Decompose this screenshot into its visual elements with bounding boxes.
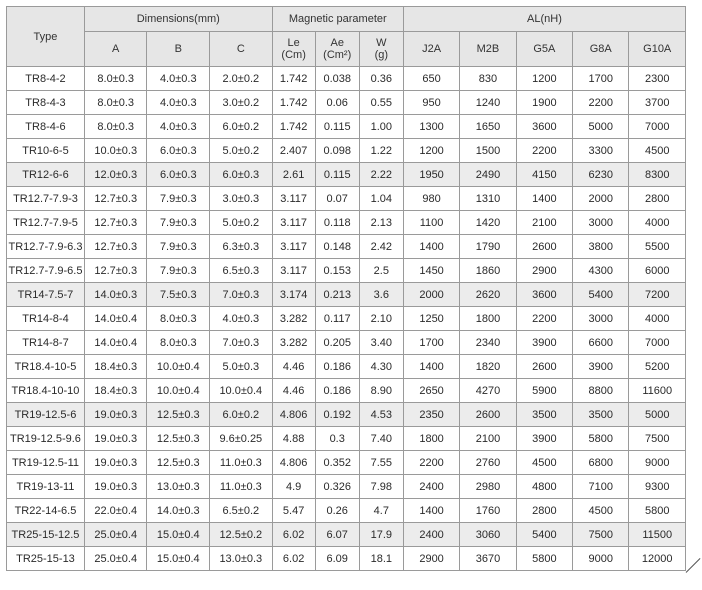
table-row (7, 379, 686, 403)
value-cell: 8.0±0.3 (84, 115, 147, 139)
type-cell: TR18.4-10-10 (7, 379, 85, 403)
value-cell: 3.0±0.2 (210, 91, 273, 115)
value-cell: 4000 (629, 211, 686, 235)
value-cell: 14.0±0.4 (84, 307, 147, 331)
value-cell: 4500 (573, 499, 629, 523)
value-cell: 4500 (629, 139, 686, 163)
value-cell: 2.5 (359, 259, 403, 283)
value-cell: 12.5±0.3 (147, 403, 210, 427)
value-cell: 7200 (629, 283, 686, 307)
value-cell: 1.22 (359, 139, 403, 163)
value-cell: 2340 (460, 331, 516, 355)
value-cell: 3.282 (272, 307, 315, 331)
table-row (7, 475, 686, 499)
value-cell: 2900 (516, 259, 572, 283)
type-cell: TR12.7-7.9-5 (7, 211, 85, 235)
type-cell: TR14-7.5-7 (7, 283, 85, 307)
value-cell: 14.0±0.4 (84, 331, 147, 355)
value-cell: 12.0±0.3 (84, 163, 147, 187)
value-cell: 4300 (573, 259, 629, 283)
type-cell: TR14-8-4 (7, 307, 85, 331)
value-cell: 2800 (516, 499, 572, 523)
value-cell: 1400 (403, 235, 459, 259)
value-cell: 2.13 (359, 211, 403, 235)
value-cell: 6.5±0.2 (210, 499, 273, 523)
value-cell: 5800 (573, 427, 629, 451)
value-cell: 22.0±0.4 (84, 499, 147, 523)
value-cell: 6.02 (272, 523, 315, 547)
value-cell: 3.40 (359, 331, 403, 355)
table-row (7, 499, 686, 523)
value-cell: 1900 (516, 91, 572, 115)
value-cell: 12.7±0.3 (84, 235, 147, 259)
value-cell: 7.9±0.3 (147, 259, 210, 283)
type-cell: TR25-15-13 (7, 547, 85, 571)
dim-header-a: A (84, 32, 147, 67)
mag-header-w-unit: (g) (374, 49, 389, 61)
value-cell: 5.47 (272, 499, 315, 523)
type-cell: TR19-13-11 (7, 475, 85, 499)
table-row (7, 283, 686, 307)
al-header-m2b: M2B (460, 32, 516, 67)
value-cell: 5400 (516, 523, 572, 547)
value-cell: 6.0±0.2 (210, 115, 273, 139)
type-header: Type (7, 7, 85, 67)
value-cell: 12000 (629, 547, 686, 571)
value-cell: 1250 (403, 307, 459, 331)
magnetic-group-header: Magnetic parameter (272, 7, 403, 32)
value-cell: 1.742 (272, 67, 315, 91)
value-cell: 650 (403, 67, 459, 91)
value-cell: 4.806 (272, 451, 315, 475)
type-cell: TR14-8-7 (7, 331, 85, 355)
value-cell: 9000 (629, 451, 686, 475)
value-cell: 6000 (629, 259, 686, 283)
value-cell: 7500 (573, 523, 629, 547)
value-cell: 6.0±0.3 (210, 163, 273, 187)
table-row (7, 331, 686, 355)
type-cell: TR8-4-3 (7, 91, 85, 115)
value-cell: 7.9±0.3 (147, 187, 210, 211)
value-cell: 0.117 (315, 307, 359, 331)
value-cell: 0.038 (315, 67, 359, 91)
value-cell: 1400 (403, 355, 459, 379)
value-cell: 5.0±0.2 (210, 139, 273, 163)
table-row (7, 403, 686, 427)
value-cell: 8.0±0.3 (147, 331, 210, 355)
value-cell: 13.0±0.3 (210, 547, 273, 571)
value-cell: 3.282 (272, 331, 315, 355)
table-row (7, 451, 686, 475)
table-row (7, 355, 686, 379)
value-cell: 11.0±0.3 (210, 475, 273, 499)
value-cell: 12.5±0.3 (147, 427, 210, 451)
value-cell: 3.117 (272, 187, 315, 211)
value-cell: 6600 (573, 331, 629, 355)
value-cell: 980 (403, 187, 459, 211)
table-row (7, 91, 686, 115)
type-cell: TR8-4-2 (7, 67, 85, 91)
value-cell: 4.46 (272, 379, 315, 403)
value-cell: 9000 (573, 547, 629, 571)
value-cell: 6.07 (315, 523, 359, 547)
value-cell: 4150 (516, 163, 572, 187)
value-cell: 25.0±0.4 (84, 523, 147, 547)
value-cell: 10.0±0.4 (147, 379, 210, 403)
type-cell: TR22-14-6.5 (7, 499, 85, 523)
value-cell: 5.0±0.3 (210, 355, 273, 379)
value-cell: 17.9 (359, 523, 403, 547)
value-cell: 5400 (573, 283, 629, 307)
value-cell: 1500 (460, 139, 516, 163)
value-cell: 19.0±0.3 (84, 475, 147, 499)
value-cell: 4270 (460, 379, 516, 403)
value-cell: 1820 (460, 355, 516, 379)
table-row (7, 187, 686, 211)
value-cell: 4.88 (272, 427, 315, 451)
value-cell: 1.742 (272, 115, 315, 139)
value-cell: 2200 (573, 91, 629, 115)
table-row (7, 235, 686, 259)
mag-header-w-main: W (376, 37, 387, 49)
value-cell: 4.806 (272, 403, 315, 427)
value-cell: 1300 (403, 115, 459, 139)
value-cell: 6800 (573, 451, 629, 475)
type-cell: TR25-15-12.5 (7, 523, 85, 547)
value-cell: 0.205 (315, 331, 359, 355)
value-cell: 1800 (460, 307, 516, 331)
value-cell: 2100 (460, 427, 516, 451)
value-cell: 2100 (516, 211, 572, 235)
value-cell: 2900 (403, 547, 459, 571)
value-cell: 3900 (516, 331, 572, 355)
value-cell: 12.7±0.3 (84, 259, 147, 283)
value-cell: 7100 (573, 475, 629, 499)
value-cell: 1200 (403, 139, 459, 163)
value-cell: 19.0±0.3 (84, 427, 147, 451)
value-cell: 7.55 (359, 451, 403, 475)
value-cell: 1310 (460, 187, 516, 211)
mag-header-ae-unit: (Cm²) (323, 49, 352, 61)
value-cell: 2.42 (359, 235, 403, 259)
value-cell: 2600 (516, 355, 572, 379)
al-header-j2a: J2A (403, 32, 459, 67)
value-cell: 2.61 (272, 163, 315, 187)
value-cell: 12.5±0.3 (147, 451, 210, 475)
value-cell: 2400 (403, 475, 459, 499)
dim-header-c: C (210, 32, 273, 67)
mag-header-ae-main: Ae (330, 37, 344, 49)
value-cell: 2200 (403, 451, 459, 475)
value-cell: 19.0±0.3 (84, 451, 147, 475)
value-cell: 1.742 (272, 91, 315, 115)
table-row (7, 67, 686, 91)
value-cell: 3670 (460, 547, 516, 571)
value-cell: 2.22 (359, 163, 403, 187)
mag-header-ae (315, 32, 359, 67)
value-cell: 0.148 (315, 235, 359, 259)
table-row (7, 547, 686, 571)
type-cell: TR18.4-10-5 (7, 355, 85, 379)
table-row (7, 139, 686, 163)
value-cell: 0.098 (315, 139, 359, 163)
value-cell: 1950 (403, 163, 459, 187)
mag-header-le-main: Le (287, 37, 300, 49)
value-cell: 1400 (403, 499, 459, 523)
value-cell: 7000 (629, 115, 686, 139)
value-cell: 11500 (629, 523, 686, 547)
value-cell: 6.0±0.2 (210, 403, 273, 427)
value-cell: 4.0±0.3 (147, 67, 210, 91)
value-cell: 1100 (403, 211, 459, 235)
value-cell: 7.98 (359, 475, 403, 499)
value-cell: 25.0±0.4 (84, 547, 147, 571)
al-group-header: AL(nH) (403, 7, 685, 32)
value-cell: 0.115 (315, 115, 359, 139)
table-row (7, 211, 686, 235)
value-cell: 8300 (629, 163, 686, 187)
value-cell: 3700 (629, 91, 686, 115)
core-spec-table (6, 6, 686, 571)
value-cell: 2.10 (359, 307, 403, 331)
value-cell: 10.0±0.3 (84, 139, 147, 163)
value-cell: 2490 (460, 163, 516, 187)
value-cell: 10.0±0.4 (210, 379, 273, 403)
value-cell: 14.0±0.3 (84, 283, 147, 307)
value-cell: 4800 (516, 475, 572, 499)
value-cell: 5500 (629, 235, 686, 259)
al-header-g8a: G8A (573, 32, 629, 67)
value-cell: 0.192 (315, 403, 359, 427)
value-cell: 4.9 (272, 475, 315, 499)
corner-mark (686, 558, 701, 573)
dim-header-b: B (147, 32, 210, 67)
value-cell: 0.326 (315, 475, 359, 499)
value-cell: 4.53 (359, 403, 403, 427)
value-cell: 1700 (403, 331, 459, 355)
header-row-columns (7, 32, 686, 67)
value-cell: 8800 (573, 379, 629, 403)
value-cell: 10.0±0.4 (147, 355, 210, 379)
value-cell: 1790 (460, 235, 516, 259)
value-cell: 6.0±0.3 (147, 139, 210, 163)
value-cell: 4.0±0.3 (147, 91, 210, 115)
value-cell: 2980 (460, 475, 516, 499)
value-cell: 0.06 (315, 91, 359, 115)
value-cell: 3060 (460, 523, 516, 547)
value-cell: 3600 (516, 115, 572, 139)
value-cell: 1760 (460, 499, 516, 523)
mag-header-w (359, 32, 403, 67)
value-cell: 5800 (516, 547, 572, 571)
value-cell: 2600 (516, 235, 572, 259)
value-cell: 7.0±0.3 (210, 331, 273, 355)
value-cell: 6.5±0.3 (210, 259, 273, 283)
value-cell: 6.02 (272, 547, 315, 571)
value-cell: 9300 (629, 475, 686, 499)
value-cell: 11600 (629, 379, 686, 403)
value-cell: 8.0±0.3 (147, 307, 210, 331)
type-cell: TR8-4-6 (7, 115, 85, 139)
value-cell: 3800 (573, 235, 629, 259)
value-cell: 8.0±0.3 (84, 91, 147, 115)
value-cell: 0.118 (315, 211, 359, 235)
value-cell: 0.3 (315, 427, 359, 451)
value-cell: 0.26 (315, 499, 359, 523)
value-cell: 0.352 (315, 451, 359, 475)
mag-header-le-unit: (Cm) (281, 49, 306, 61)
value-cell: 2760 (460, 451, 516, 475)
value-cell: 9.6±0.25 (210, 427, 273, 451)
value-cell: 6.0±0.3 (147, 163, 210, 187)
value-cell: 3.6 (359, 283, 403, 307)
value-cell: 13.0±0.3 (147, 475, 210, 499)
value-cell: 19.0±0.3 (84, 403, 147, 427)
dimensions-group-header: Dimensions(mm) (84, 7, 272, 32)
type-cell: TR10-6-5 (7, 139, 85, 163)
value-cell: 5200 (629, 355, 686, 379)
value-cell: 7.0±0.3 (210, 283, 273, 307)
value-cell: 4.0±0.3 (210, 307, 273, 331)
value-cell: 3000 (573, 307, 629, 331)
type-cell: TR12.7-7.9-3 (7, 187, 85, 211)
value-cell: 0.186 (315, 379, 359, 403)
value-cell: 6.3±0.3 (210, 235, 273, 259)
value-cell: 6.09 (315, 547, 359, 571)
type-cell: TR19-12.5-11 (7, 451, 85, 475)
value-cell: 6230 (573, 163, 629, 187)
type-cell: TR19-12.5-6 (7, 403, 85, 427)
value-cell: 1700 (573, 67, 629, 91)
value-cell: 3.117 (272, 235, 315, 259)
value-cell: 7.40 (359, 427, 403, 451)
type-cell: TR12.7-7.9-6.3 (7, 235, 85, 259)
value-cell: 1240 (460, 91, 516, 115)
table-row (7, 115, 686, 139)
value-cell: 7.9±0.3 (147, 235, 210, 259)
value-cell: 3.117 (272, 211, 315, 235)
table-body (7, 67, 686, 571)
value-cell: 4000 (629, 307, 686, 331)
value-cell: 2350 (403, 403, 459, 427)
value-cell: 1800 (403, 427, 459, 451)
value-cell: 1400 (516, 187, 572, 211)
value-cell: 14.0±0.3 (147, 499, 210, 523)
value-cell: 7500 (629, 427, 686, 451)
type-cell: TR12-6-6 (7, 163, 85, 187)
value-cell: 11.0±0.3 (210, 451, 273, 475)
value-cell: 18.1 (359, 547, 403, 571)
value-cell: 7.9±0.3 (147, 211, 210, 235)
value-cell: 4500 (516, 451, 572, 475)
value-cell: 3900 (573, 355, 629, 379)
value-cell: 2000 (573, 187, 629, 211)
value-cell: 15.0±0.4 (147, 523, 210, 547)
table-row (7, 163, 686, 187)
value-cell: 5900 (516, 379, 572, 403)
value-cell: 4.30 (359, 355, 403, 379)
value-cell: 0.36 (359, 67, 403, 91)
value-cell: 0.115 (315, 163, 359, 187)
value-cell: 12.5±0.2 (210, 523, 273, 547)
value-cell: 950 (403, 91, 459, 115)
value-cell: 2200 (516, 307, 572, 331)
value-cell: 1450 (403, 259, 459, 283)
al-header-g10a: G10A (629, 32, 686, 67)
value-cell: 1.00 (359, 115, 403, 139)
value-cell: 5800 (629, 499, 686, 523)
value-cell: 8.90 (359, 379, 403, 403)
value-cell: 18.4±0.3 (84, 379, 147, 403)
header-row-groups (7, 7, 686, 32)
value-cell: 7000 (629, 331, 686, 355)
value-cell: 3500 (573, 403, 629, 427)
value-cell: 5000 (629, 403, 686, 427)
value-cell: 15.0±0.4 (147, 547, 210, 571)
value-cell: 2600 (460, 403, 516, 427)
al-header-g5a: G5A (516, 32, 572, 67)
type-cell: TR12.7-7.9-6.5 (7, 259, 85, 283)
value-cell: 2620 (460, 283, 516, 307)
value-cell: 2650 (403, 379, 459, 403)
value-cell: 3500 (516, 403, 572, 427)
value-cell: 0.153 (315, 259, 359, 283)
value-cell: 3000 (573, 211, 629, 235)
value-cell: 7.5±0.3 (147, 283, 210, 307)
type-cell: TR19-12.5-9.6 (7, 427, 85, 451)
value-cell: 0.213 (315, 283, 359, 307)
value-cell: 2.0±0.2 (210, 67, 273, 91)
value-cell: 12.7±0.3 (84, 187, 147, 211)
value-cell: 3.117 (272, 259, 315, 283)
table-row (7, 523, 686, 547)
value-cell: 4.0±0.3 (147, 115, 210, 139)
value-cell: 830 (460, 67, 516, 91)
value-cell: 2300 (629, 67, 686, 91)
value-cell: 8.0±0.3 (84, 67, 147, 91)
value-cell: 4.7 (359, 499, 403, 523)
value-cell: 3900 (516, 427, 572, 451)
value-cell: 12.7±0.3 (84, 211, 147, 235)
value-cell: 2.407 (272, 139, 315, 163)
value-cell: 3.174 (272, 283, 315, 307)
value-cell: 3600 (516, 283, 572, 307)
value-cell: 1650 (460, 115, 516, 139)
value-cell: 3.0±0.3 (210, 187, 273, 211)
value-cell: 5.0±0.2 (210, 211, 273, 235)
table-row (7, 427, 686, 451)
value-cell: 2000 (403, 283, 459, 307)
value-cell: 1420 (460, 211, 516, 235)
value-cell: 4.46 (272, 355, 315, 379)
value-cell: 1860 (460, 259, 516, 283)
mag-header-le (272, 32, 315, 67)
value-cell: 3300 (573, 139, 629, 163)
value-cell: 18.4±0.3 (84, 355, 147, 379)
value-cell: 2200 (516, 139, 572, 163)
table-row (7, 307, 686, 331)
value-cell: 5000 (573, 115, 629, 139)
value-cell: 0.07 (315, 187, 359, 211)
value-cell: 0.186 (315, 355, 359, 379)
value-cell: 1200 (516, 67, 572, 91)
value-cell: 0.55 (359, 91, 403, 115)
value-cell: 2800 (629, 187, 686, 211)
value-cell: 2400 (403, 523, 459, 547)
table-row (7, 259, 686, 283)
value-cell: 1.04 (359, 187, 403, 211)
